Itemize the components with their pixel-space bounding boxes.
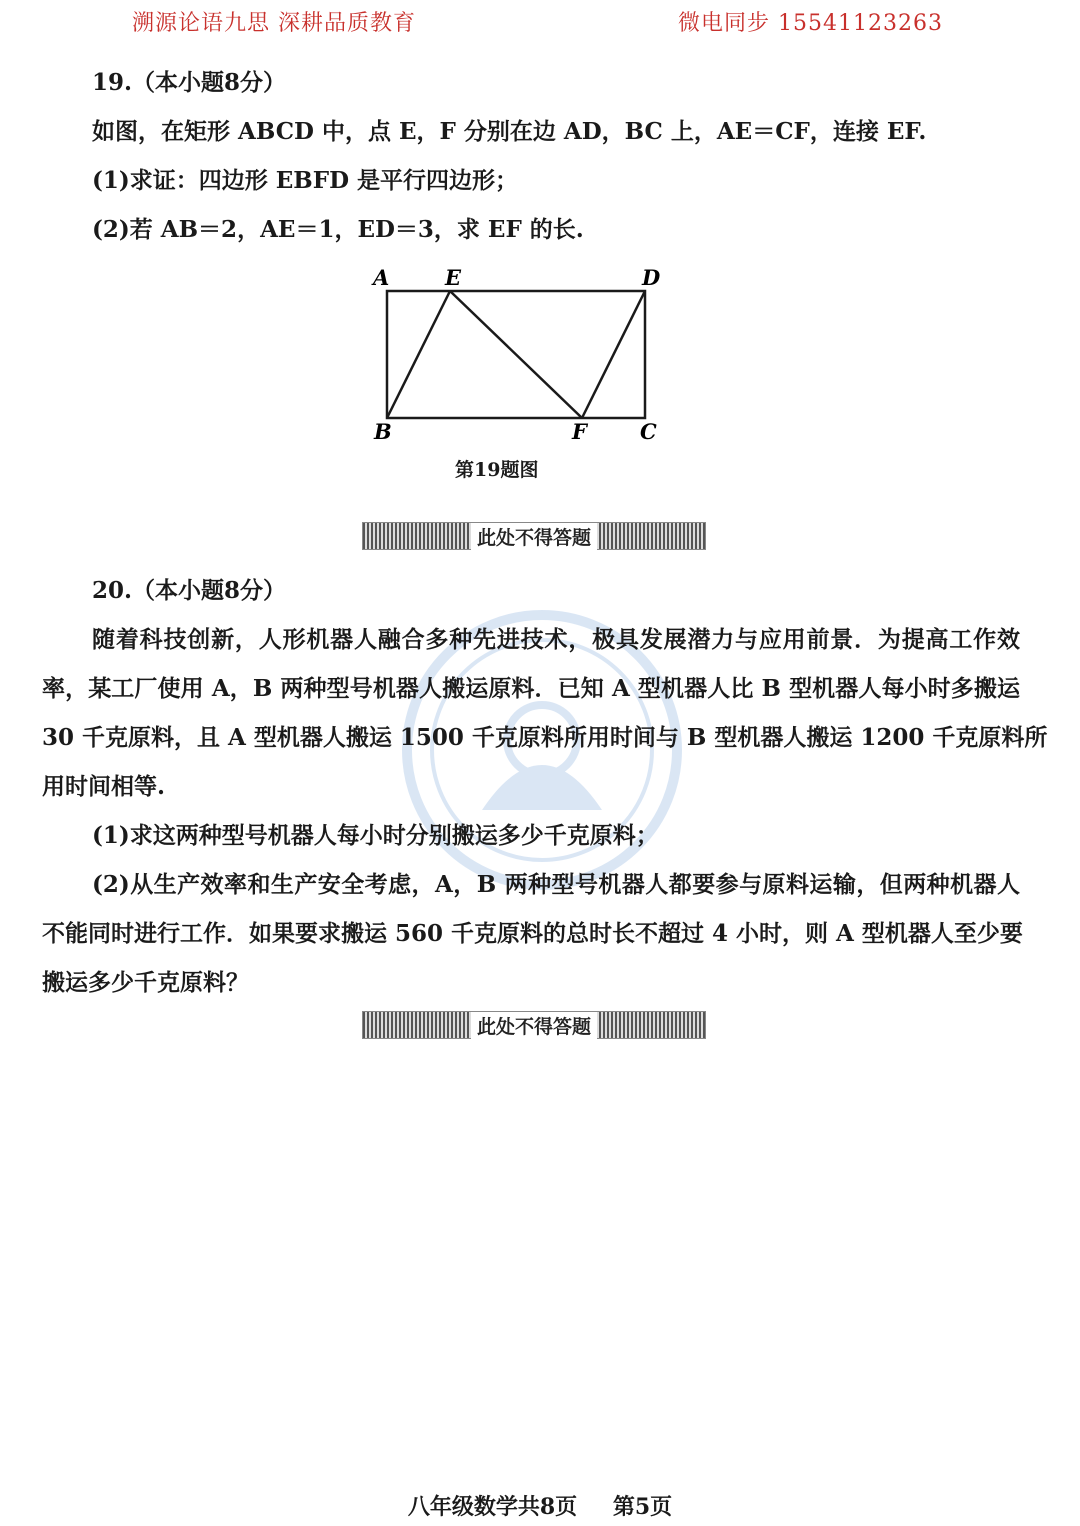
footer-page-number: 第5页 [612, 1494, 673, 1520]
q20-stem-line-4: 用时间相等. [42, 773, 166, 800]
q20-stem-line-3: 30 千克原料，且 A 型机器人搬运 1500 千克原料所用时间与 B 型机器人搬运 1200 千克原料所 [42, 724, 1048, 751]
q19-figure-caption: 第19题图 [455, 459, 539, 481]
label-d: D [642, 265, 661, 290]
q20-part2-line-2: 不能同时进行工作．如果要求搬运 560 千克原料的总时长不超过 4 小时，则 A 型机器人至少要 [42, 920, 1023, 947]
segment-eb [387, 291, 450, 418]
q19-part1: (1)求证：四边形 EBFD 是平行四边形； [92, 167, 519, 194]
label-b: B [374, 419, 392, 444]
label-c: C [640, 419, 657, 444]
no-answer-banner-2 [362, 1011, 706, 1039]
q20-stem-line-2: 率，某工厂使用 A，B 两种型号机器人搬运原料．已知 A 型机器人比 B 型机器人每小时多搬运 [42, 675, 1020, 702]
q19-part2: (2)若 AB＝2，AE＝1，ED＝3，求 EF 的长. [92, 216, 584, 243]
label-e: E [445, 265, 462, 290]
segment-df [582, 291, 645, 418]
label-f: F [572, 419, 587, 444]
no-answer-text-1: 此处不得答题 [471, 523, 597, 550]
q20-title: 20.（本小题8分） [92, 577, 287, 604]
no-answer-text-2: 此处不得答题 [471, 1012, 597, 1039]
no-answer-banner-1 [362, 522, 706, 550]
q20-part2-line-3: 搬运多少千克原料？ [42, 969, 249, 996]
page-header [0, 6, 1080, 36]
page-footer [0, 1490, 1080, 1521]
header-slogan: 溯源论语九思 深耕品质教育 [132, 11, 416, 36]
q19-figure-rectangle [360, 262, 680, 452]
header-contact: 微电同步 15541123263 [678, 11, 943, 36]
q19-stem: 如图，在矩形 ABCD 中，点 E，F 分别在边 AD，BC 上，AE＝CF，连接 EF. [92, 118, 927, 145]
q20-part1: (1)求这两种型号机器人每小时分别搬运多少千克原料； [92, 822, 659, 849]
segment-ef [450, 291, 582, 418]
q19-title: 19.（本小题8分） [92, 69, 287, 96]
q20-stem-line-1: 随着科技创新，人形机器人融合多种先进技术，极具发展潜力与应用前景．为提高工作效 [92, 626, 1020, 653]
q20-part2-line-1: (2)从生产效率和生产安全考虑，A，B 两种型号机器人都要参与原料运输，但两种机器人 [92, 871, 1020, 898]
label-a: A [373, 265, 390, 290]
footer-total-pages: 八年级数学共8页 [407, 1494, 578, 1520]
